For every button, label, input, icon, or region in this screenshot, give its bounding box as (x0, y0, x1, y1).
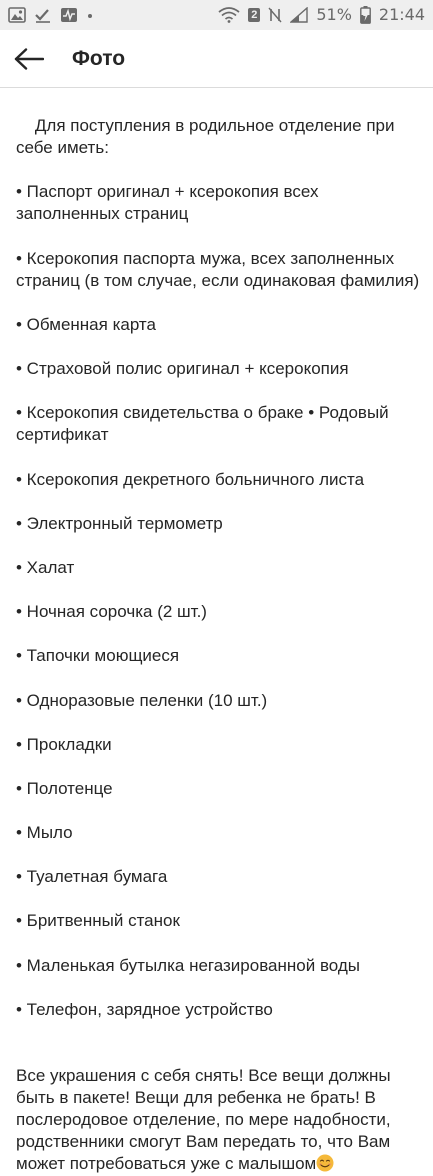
list-item: • Паспорт оригинал + ксерокопия всех заполненных страниц (16, 182, 324, 224)
list-item: • Бритвенный станок (16, 911, 180, 931)
app-bar (0, 30, 433, 88)
status-time: 21:44 (378, 5, 425, 24)
battery-percent: 51% (316, 5, 352, 24)
back-button[interactable] (12, 43, 46, 75)
caption-line-intro: Для поступления в родильное отделение при себе иметь: (16, 116, 400, 158)
mute-icon (268, 7, 282, 23)
list-item: • Ксерокопия свидетельства о браке • Родовый сертификат (16, 403, 394, 445)
caption-closing-text: Все украшения с себя снять! Все вещи должны быть в пакете! Вещи для ребенка не брать! В послеродовое отделение, по мере надобности, родственники смогут Вам передать то, что Вам может потребоваться уже с малышом (16, 1066, 396, 1174)
list-item: • Телефон, зарядное устройство (16, 999, 273, 1019)
signal-icon (290, 7, 308, 23)
arrow-left-icon (14, 48, 44, 70)
list-item: • Маленькая бутылка негазированной воды (16, 955, 361, 975)
check-icon (34, 7, 52, 23)
list-item: • Страховой полис оригинал + ксерокопия (16, 359, 349, 379)
page-title: Фото (72, 47, 126, 70)
list-item: • Мыло (16, 823, 73, 843)
smiling-face-icon (316, 1154, 334, 1172)
status-right (218, 6, 425, 24)
list-item: • Обменная карта (16, 314, 156, 334)
list-item: • Полотенце (16, 778, 113, 798)
sim-badge: 2 (248, 8, 260, 22)
list-item: • Электронный термометр (16, 513, 223, 533)
dot-icon (86, 7, 94, 23)
list-item: • Прокладки (16, 734, 112, 754)
list-item: • Ксерокопия паспорта мужа, всех заполненных страниц (в том случае, если одинаковая фамилия) (16, 248, 420, 290)
post-caption (16, 93, 421, 1176)
list-item: • Ночная сорочка (2 шт.) (16, 602, 207, 622)
activity-icon (60, 7, 78, 23)
battery-charging-icon (360, 6, 371, 24)
caption-paragraph-1 (16, 93, 421, 1043)
list-item: • Ксерокопия декретного больничного листа (16, 469, 365, 489)
list-item: • Одноразовые пеленки (10 шт.) (16, 690, 268, 710)
list-item: • Туалетная бумага (16, 867, 168, 887)
status-left (8, 7, 94, 23)
image-icon (8, 7, 26, 23)
list-item: • Халат (16, 557, 75, 577)
status-bar (0, 0, 433, 30)
wifi-icon (218, 7, 240, 23)
list-item: • Тапочки моющиеся (16, 646, 180, 666)
caption-paragraph-2 (16, 1065, 421, 1175)
